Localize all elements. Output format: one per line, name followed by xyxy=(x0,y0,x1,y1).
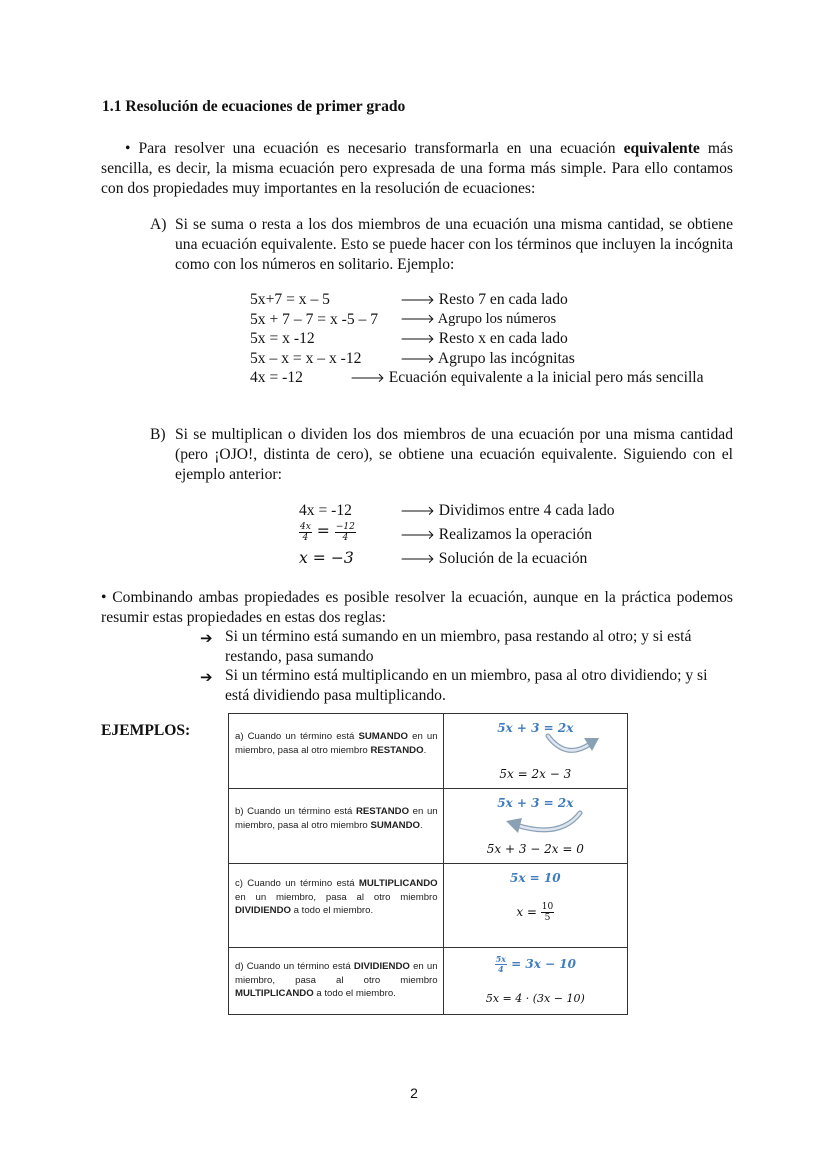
page-number: 2 xyxy=(410,1085,418,1101)
step-note-wrap xyxy=(400,329,568,350)
desc-bold: RESTANDO xyxy=(355,806,410,817)
rule-1 xyxy=(200,627,733,667)
rule-text: Si un término está multiplicando en un miembro, pasa al otro dividiendo; y si está dividiendo pasa multiplicando. xyxy=(225,667,708,704)
property-a xyxy=(150,215,733,275)
step-row xyxy=(250,329,568,349)
step-equation: 5x = x -12 xyxy=(250,330,315,347)
step-note-wrap xyxy=(350,368,704,389)
step-row xyxy=(250,349,575,369)
example-description xyxy=(229,864,444,948)
property-a-steps xyxy=(250,290,704,388)
intro-bullet: • xyxy=(125,140,131,157)
examples-table xyxy=(228,713,628,1015)
example-description xyxy=(229,714,444,789)
property-b-label: B) xyxy=(150,426,166,443)
example-math xyxy=(443,948,627,1015)
step-row xyxy=(299,501,615,521)
example-math xyxy=(443,714,627,789)
step-note-wrap xyxy=(400,349,575,370)
equation-rhs: = 3x − 10 xyxy=(511,957,576,971)
desc-text: b) Cuando un término está xyxy=(235,806,353,817)
step-note: Dividimos entre 4 cada lado xyxy=(438,502,615,519)
denominator: 4 xyxy=(342,532,349,543)
examples-heading: EJEMPLOS: xyxy=(101,722,191,739)
arrow-icon: 🡒 xyxy=(400,293,435,308)
denominator: 4 xyxy=(497,964,504,974)
desc-text: c) Cuando un término está xyxy=(235,878,355,889)
table-row xyxy=(229,714,628,789)
arrow-right-icon: ➔ xyxy=(200,668,213,686)
desc-text: en un miembro, pasa al otro miembro xyxy=(235,806,438,831)
numerator: −12 xyxy=(335,521,355,532)
intro-text-after: más sencilla, es decir, la misma ecuación pero expresada de una forma más simple. Para ello contamos con dos propiedades muy importantes en la resolución de ecuaciones: xyxy=(101,140,734,197)
step-equation: 5x – x = x – x -12 xyxy=(250,349,362,367)
equals-sign: = xyxy=(316,522,330,540)
step-row xyxy=(250,290,568,310)
example-top-equation xyxy=(444,955,627,974)
fraction-left xyxy=(299,522,312,543)
example-math xyxy=(443,864,627,948)
example-bottom-equation: 5x = 4 · (3x − 10) xyxy=(485,992,585,1005)
intro-bold-word: equivalente xyxy=(623,140,700,157)
table-row xyxy=(229,864,628,948)
numerator: 4x xyxy=(300,522,311,532)
arrow-icon: 🡒 xyxy=(400,311,435,327)
step-note-wrap xyxy=(400,501,615,522)
equation-lhs: x = xyxy=(516,905,537,919)
step-note: Agrupo las incógnitas xyxy=(437,349,575,367)
numerator: 5x xyxy=(495,954,506,964)
intro-text-before: Para resolver una ecuación es necesario transformarla en una ecuación xyxy=(138,140,616,157)
desc-text: en un miembro, pasa al otro miembro xyxy=(235,731,438,756)
desc-text: d) Cuando un término está xyxy=(235,961,351,972)
example-bottom-equation xyxy=(444,902,627,923)
arrow-icon: 🡒 xyxy=(400,528,435,543)
step-row xyxy=(299,549,588,569)
desc-text: a) Cuando un término está xyxy=(235,731,355,742)
rule-text: Si un término está sumando en un miembro, pasa restando al otro; y si está restando, pasa sumando xyxy=(225,628,692,665)
arrow-icon: 🡒 xyxy=(400,504,435,519)
fraction xyxy=(541,902,554,923)
desc-bold: DIVIDIENDO xyxy=(353,961,410,972)
step-note: Realizamos la operación xyxy=(438,526,593,543)
step-note: Ecuación equivalente a la inicial pero más sencilla xyxy=(388,369,704,386)
step-note-wrap xyxy=(400,290,568,311)
arrow-icon: 🡒 xyxy=(400,332,435,347)
fraction-right xyxy=(335,522,356,543)
step-equation: 5x+7 = x – 5 xyxy=(250,291,330,308)
step-equation: 4x = -12 xyxy=(299,502,352,519)
step-equation: 5x + 7 – 7 = x -5 – 7 xyxy=(250,310,379,328)
fraction-equation xyxy=(299,521,356,543)
desc-text: a todo el miembro. xyxy=(316,988,396,999)
combining-paragraph: • Combinando ambas propiedades es posible resolver la ecuación, aunque en la práctica podemos resumir estas propiedades en estas dos reglas: xyxy=(101,589,733,626)
step-row xyxy=(299,521,593,549)
desc-text: en un miembro, pasa al otro miembro xyxy=(235,891,438,903)
denominator: 5 xyxy=(544,913,551,923)
intro-paragraph xyxy=(101,139,733,199)
property-a-text: Si se suma o resta a los dos miembros de una ecuación una misma cantidad, se obtiene una ecuación equivalente. Esto se puede hacer con los términos que incluyen la incógnita como con los números en solitario. Ejemplo: xyxy=(175,216,733,273)
numerator: 10 xyxy=(541,902,554,912)
step-note: Resto 7 en cada lado xyxy=(438,291,568,308)
arrow-icon: 🡒 xyxy=(400,552,435,567)
desc-bold: MULTIPLICANDO xyxy=(235,988,314,999)
step-note: Solución de la ecuación xyxy=(438,550,588,567)
fraction xyxy=(495,955,507,974)
example-top-equation: 5x + 3 = 2x xyxy=(497,796,574,810)
desc-bold: RESTANDO xyxy=(370,744,424,756)
example-description xyxy=(229,948,444,1015)
rule-2 xyxy=(200,666,733,706)
step-row xyxy=(250,368,704,388)
step-note-wrap xyxy=(400,525,592,546)
example-description xyxy=(229,789,444,864)
desc-bold: SUMANDO xyxy=(370,819,421,831)
arrow-icon: 🡒 xyxy=(350,371,385,386)
curved-arrow-left-icon xyxy=(500,809,590,837)
example-math xyxy=(443,789,627,864)
step-equation: 4x = -12 xyxy=(250,369,303,386)
arrow-right-icon: ➔ xyxy=(200,629,213,647)
property-b-steps xyxy=(299,501,615,569)
step-note-wrap xyxy=(400,549,587,570)
desc-bold: SUMANDO xyxy=(358,731,409,742)
step-equation: x = −3 xyxy=(299,549,354,567)
step-note-wrap xyxy=(400,310,556,330)
table-row xyxy=(229,789,628,864)
desc-bold: DIVIDIENDO xyxy=(235,905,291,916)
denominator: 4 xyxy=(302,533,309,543)
step-row xyxy=(250,310,557,330)
example-bottom-equation: 5x + 3 − 2x = 0 xyxy=(486,842,584,856)
step-note: Agrupo los números xyxy=(437,310,557,327)
curved-arrow-right-icon xyxy=(544,730,604,760)
desc-text: . xyxy=(423,744,427,756)
desc-text: en un miembro, pasa al otro miembro xyxy=(235,961,438,986)
desc-bold: MULTIPLICANDO xyxy=(358,878,438,889)
property-a-label: A) xyxy=(150,216,167,233)
desc-text: a todo el miembro. xyxy=(293,905,374,916)
property-b xyxy=(150,425,733,485)
table-row xyxy=(229,948,628,1015)
property-b-text: Si se multiplican o dividen los dos miembros de una ecuación por una misma cantidad (pero ¡OJO!, distinta de cero), se obtiene una ecuación equivalente. Siguiendo con el ejemplo anterior: xyxy=(175,426,733,483)
desc-text: . xyxy=(420,819,423,831)
arrow-icon: 🡒 xyxy=(400,351,435,367)
step-note: Resto x en cada lado xyxy=(438,330,568,347)
example-top-equation: 5x = 10 xyxy=(509,871,561,885)
section-title: 1.1 Resolución de ecuaciones de primer grado xyxy=(102,98,406,115)
example-bottom-equation: 5x = 2x − 3 xyxy=(499,767,572,781)
example-top-equation: 5x + 3 = 2x xyxy=(497,721,574,735)
